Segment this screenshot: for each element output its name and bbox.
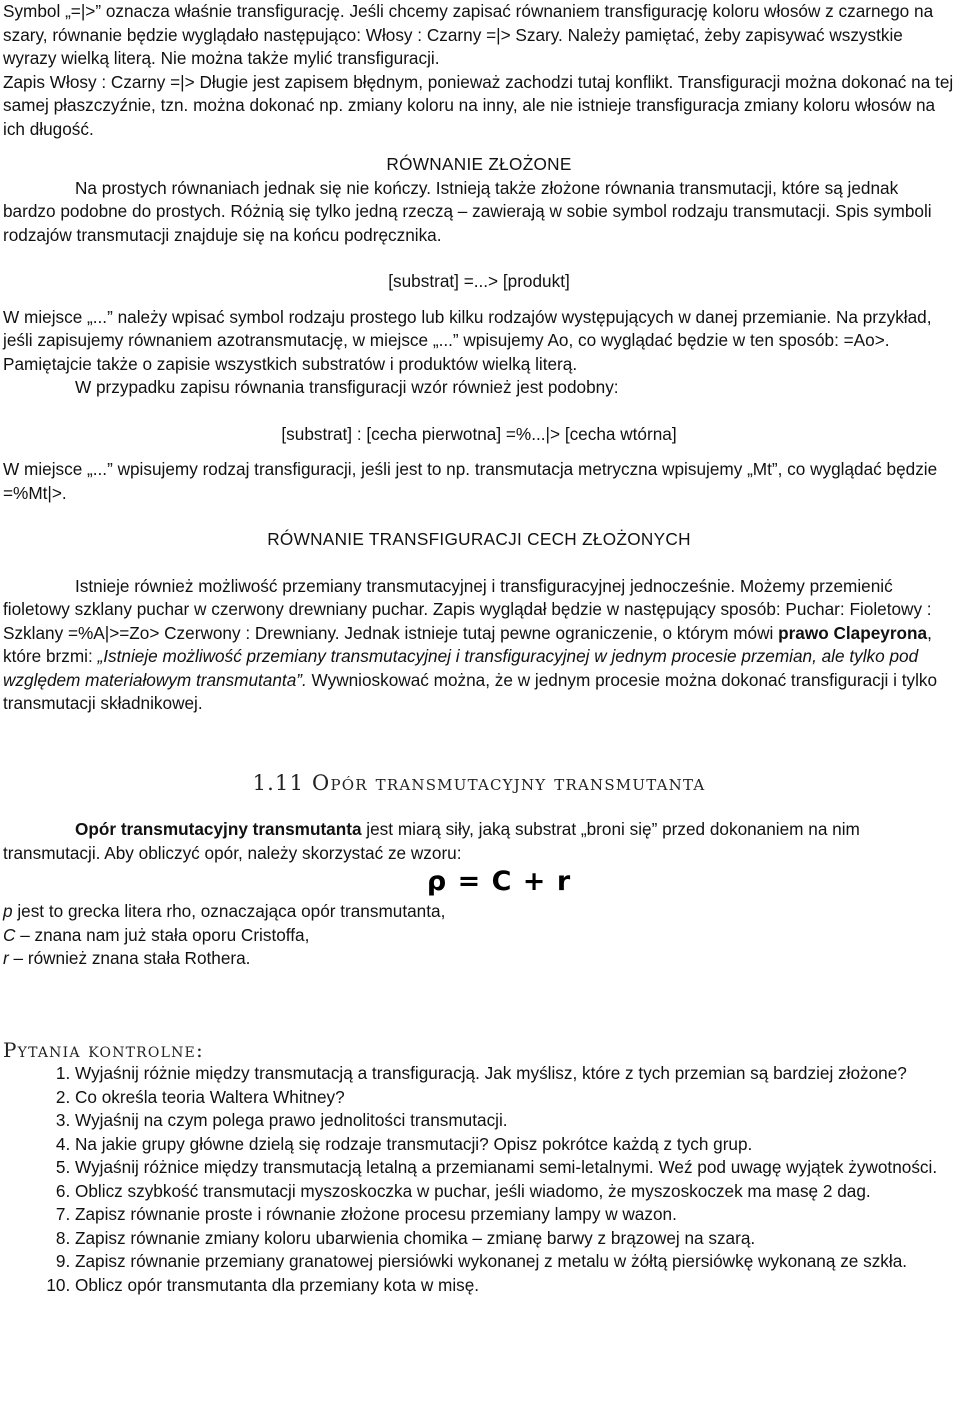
list-item: 1. Wyjaśnij różnie między transmutacją a transfiguracją. Jak myślisz, które z tych przemian są bardziej złożone? — [75, 1062, 955, 1086]
intro-paragraph-1: Symbol „=|>” oznacza właśnie transfigurację. Jeśli chcemy zapisać równaniem transfigurację koloru włosów z czarnego na szary, równanie będzie wyglądało następująco: Włosy : Czarny =|> Szary. Należy pamiętać, żeby zapisywać wszystkie wyrazy wielką literą. Nie można także mylić transfiguracji. — [3, 1, 934, 68]
list-item: 5. Wyjaśnij różnice między transmutacją letalną a przemianami semi-letalnymi. Weź pod uwagę wyjątek żywotności. — [75, 1156, 955, 1180]
resistance-text: jest miarą siły, jaką substrat „broni się” przed dokonaniem na nim transmutacji. Aby obliczyć opór, należy skorzystać ze wzoru: — [3, 819, 860, 863]
intro-paragraph-2: Zapis Włosy : Czarny =|> Długie jest zapisem błędnym, ponieważ zachodzi tutaj konflikt. Transfiguracji można dokonać na tej samej płaszczyźnie, tzn. można dokonać np. zmiany koloru na inny, ale nie istnieje transfiguracja zmiany koloru włosów na ich długość. — [3, 71, 954, 139]
list-item: 3. Wyjaśnij na czym polega prawo jednolitości transmutacji. — [75, 1109, 955, 1133]
complex-paragraph-4: W miejsce „...” wpisujemy rodzaj transfiguracji, jeśli jest to np. transmutacja metryczna wpisujemy „Mt”, co wyglądać będzie =%Mt|>. — [3, 459, 938, 503]
list-item: 9. Zapisz równanie przemiany granatowej piersiówki wykonanej z metalu w żółtą piersiówkę wykonaną ze szkła. — [75, 1250, 955, 1274]
clapeyron-law-term: prawo Clapeyrona — [778, 622, 928, 643]
questions-list — [3, 1062, 955, 1297]
definition-text: jest to grecka litera rho, oznaczająca opór transmutanta, — [12, 901, 446, 921]
complex-paragraph-1-rest: Istnieją także złożone równania transmutacji, które są jednak bardzo podobne do prostych. Różnią się tylko jedną rzeczą – zawierają w sobie symbol rodzaju transmutacji. Spis symboli rodzajów transmutacji znajduje się na końcu podręcznika. — [3, 177, 932, 245]
compound-paragraph — [3, 575, 955, 716]
compound-heading: RÓWNANIE TRANSFIGURACJI CECH ZŁOŻONYCH — [267, 529, 691, 549]
complex-paragraph-1-lead: Na prostych równaniach jednak się nie kończy. — [75, 177, 432, 198]
list-item: 4. Na jakie grupy główne dzielą się rodzaje transmutacji? Opisz pokrótce każdą z tych grup. — [75, 1133, 955, 1157]
complex-paragraph-3: W przypadku zapisu równania transfiguracji wzór również jest podobny: — [75, 377, 619, 397]
clapeyron-law-quote: „Istnieje możliwość przemiany transmutacyjnej i transfiguracyjnej w jednym procesie przemian, ale tylko pod względem materiałowym transmutanta”. — [3, 646, 919, 690]
list-item: 2. Co określa teoria Waltera Whitney? — [75, 1086, 955, 1110]
complex-formula: [substrat] =...> [produkt] — [388, 271, 570, 291]
definition-symbol: p — [3, 901, 13, 921]
complex-paragraph-1-body — [3, 177, 955, 248]
questions-heading: Pytania kontrolne: — [3, 1037, 204, 1062]
resistance-term: Opór transmutacyjny transmutanta — [75, 819, 362, 839]
definition-symbol: r — [3, 948, 9, 968]
document-page — [3, 0, 955, 1297]
complex-equation-heading: RÓWNANIE ZŁOŻONE — [386, 154, 572, 174]
definition-text: – znana nam już stała oporu Cristoffa, — [15, 924, 310, 945]
definition-rho — [3, 900, 955, 924]
transfiguration-formula: [substrat] : [cecha pierwotna] =%...|> [cecha wtórna] — [281, 423, 677, 444]
definition-r — [3, 947, 955, 971]
compound-text-a: Istnieje również możliwość przemiany transmutacyjnej i transfiguracyjnej jednocześnie. Możemy przemienić fioletowy szklany puchar w czerwony drewniany puchar. Zapis wyglądał będzie w następujący sposób: Puchar: Fioletowy : Szklany =%A|>=Zo> Czerwony : Drewniany. Jednak istnieje tutaj pewne ograniczenie, o którym mówi — [3, 575, 932, 643]
compound-text-c: Wywnioskować można, że w jednym procesie można dokonać transfiguracji i tylko transmutacji składnikowej. — [3, 669, 938, 713]
section-title-resistance: 1.11 Opór transmutacyjny transmutanta — [252, 770, 706, 795]
resistance-formula: ρ = C + r — [426, 866, 572, 897]
definition-c — [3, 924, 955, 948]
list-item: 6. Oblicz szybkość transmutacji myszoskoczka w puchar, jeśli wiadomo, że myszoskoczek ma masę 2 dag. — [75, 1180, 955, 1204]
complex-paragraph-2: W miejsce „...” należy wpisać symbol rodzaju prostego lub kilku rodzajów występujących w danej przemianie. Na przykład, jeśli zapisujemy równaniem azotransmutację, w miejsce „...” wpisujemy Ao, co wyglądać będzie w ten sposób: =Ao>. Pamiętajcie także o zapisie wszystkich substratów i produktów wielką literą. — [3, 306, 932, 374]
definition-text: – również znana stała Rothera. — [8, 948, 251, 968]
definition-symbol: C — [3, 924, 16, 945]
list-item: 8. Zapisz równanie zmiany koloru ubarwienia chomika – zmianę barwy z brązowej na szarą. — [75, 1227, 955, 1251]
list-item: 7. Zapisz równanie proste i równanie złożone procesu przemiany lampy w wazon. — [75, 1203, 955, 1227]
compound-text-b: , które brzmi: — [3, 622, 932, 666]
list-item: 10. Oblicz opór transmutanta dla przemiany kota w misę. — [75, 1274, 955, 1298]
resistance-paragraph — [3, 818, 955, 865]
